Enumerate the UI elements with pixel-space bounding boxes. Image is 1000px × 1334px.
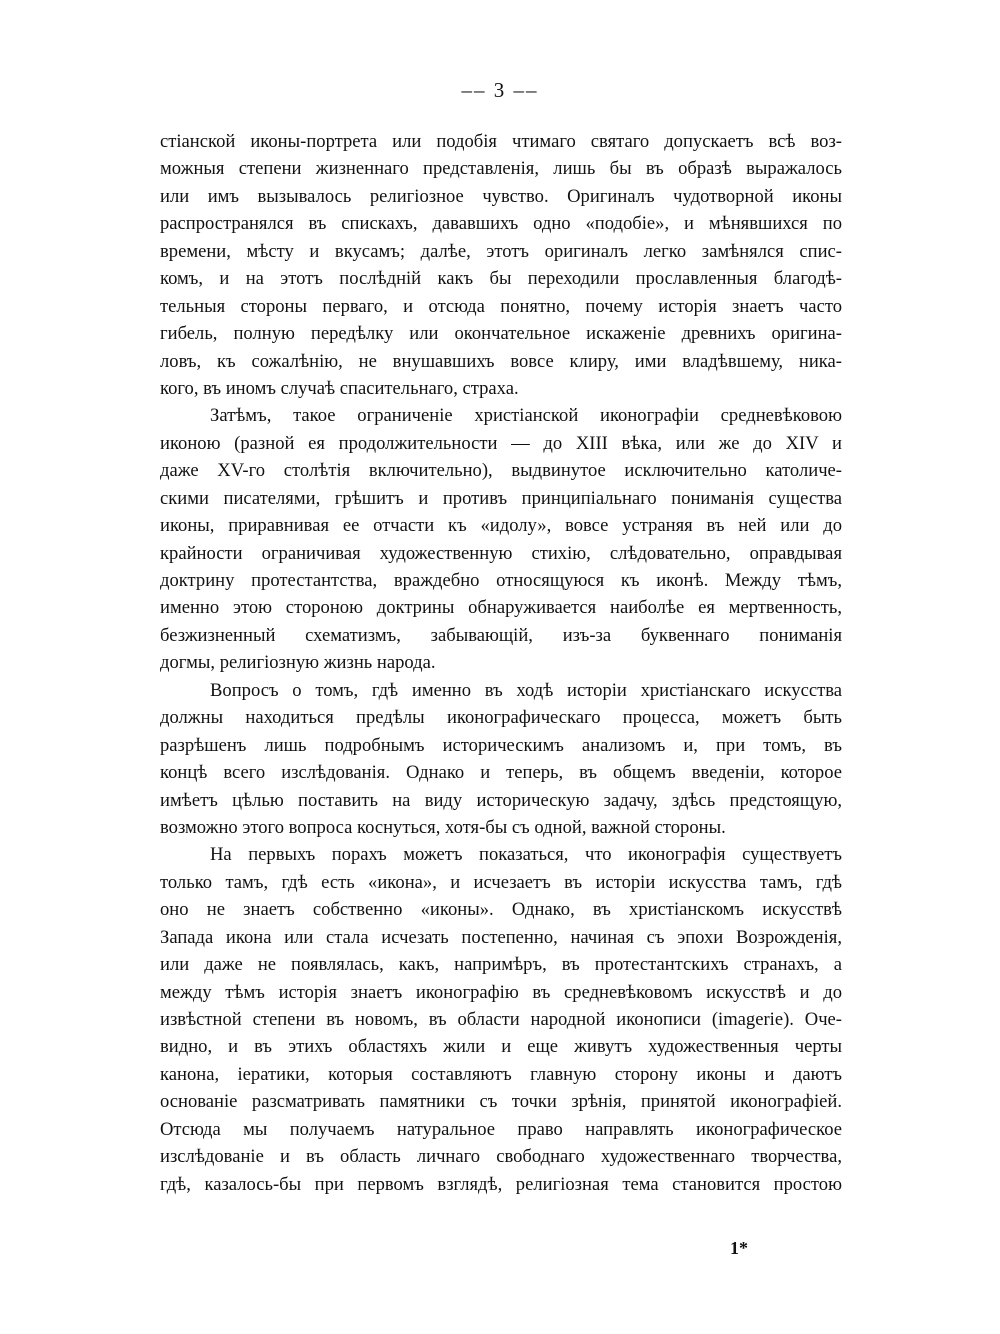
text-line: извѣстной степени въ новомъ, въ области народной иконописи (imagerie). Оче- xyxy=(160,1009,842,1030)
signature-mark: 1* xyxy=(730,1238,748,1258)
text-line: должны находиться предѣлы иконографическаго процесса, можетъ быть xyxy=(160,707,842,729)
text-line: догмы, религіозную жизнь народа. xyxy=(160,652,436,674)
text-line: возможно этого вопроса коснуться, хотя-бы съ одной, важной стороны. xyxy=(160,816,726,838)
text-line: иконою (разной ея продолжительности — до XIII вѣка, или же до XIV и xyxy=(160,432,842,454)
paragraph-start-line: Затѣмъ, такое ограниченіе христіанской иконографіи средневѣковою xyxy=(210,405,842,427)
text-line: концѣ всего изслѣдованія. Однако и теперь, въ общемъ введеніи, которое xyxy=(160,762,842,784)
text-line: гдѣ, казалось-бы при первомъ взглядѣ, религіозная тема становится простою xyxy=(160,1173,842,1195)
text-line: между тѣмъ исторія знаетъ иконографію въ средневѣковомъ искусствѣ и до xyxy=(160,981,842,1003)
text-line: комъ, и на этотъ послѣдній какъ бы переходили прославленныя благодѣ- xyxy=(160,268,842,290)
text-line: канона, іератики, которыя составляютъ главную сторону иконы и даютъ xyxy=(160,1063,842,1085)
text-line: именно этою стороною доктрины обнаруживается наиболѣе ея мертвенность, xyxy=(160,597,842,619)
text-line: даже XV-го столѣтія включительно), выдвинутое исключительно католиче- xyxy=(160,460,842,482)
text-line: распространялся въ спискахъ, дававшихъ одно «подобіе», и мѣнявшихся по xyxy=(160,213,842,235)
text-line: разрѣшенъ лишь подробнымъ историческимъ анализомъ и, при томъ, въ xyxy=(160,734,842,756)
text-line: стіанской иконы-портрета или подобія чтимаго святаго допускаетъ всѣ воз- xyxy=(160,131,842,152)
text-line: только тамъ, гдѣ есть «икона», и исчезаетъ въ исторіи искусства тамъ, гдѣ xyxy=(160,871,842,893)
text-line: скими писателями, грѣшитъ и противъ принципіальнаго пониманія существа xyxy=(160,487,842,509)
text-line: оно не знаетъ собственно «иконы». Однако, въ христіанскомъ искусствѣ xyxy=(160,899,842,921)
text-line: можныя степени жизненнаго представленія, лишь бы въ образѣ выражалось xyxy=(160,158,842,180)
paragraph-start-line: Вопросъ о томъ, гдѣ именно въ ходѣ исторіи христіанскаго искусства xyxy=(210,679,842,701)
text-line: кого, въ иномъ случаѣ спасительнаго, страха. xyxy=(160,377,519,399)
text-line: видно, и въ этихъ областяхъ жили и еще живутъ художественныя черты xyxy=(160,1036,842,1058)
text-line: изслѣдованіе и въ область личнаго свободнаго художественнаго творчества, xyxy=(160,1146,842,1168)
page-number-header: –– 3 –– xyxy=(461,78,539,102)
text-line: крайности ограничивая художественную стихію, слѣдовательно, оправдывая xyxy=(160,542,842,564)
text-line: Запада икона или стала исчезать постепенно, начиная съ эпохи Возрожденія, xyxy=(160,926,842,948)
text-line: тельныя стороны перваго, и отсюда понятно, почему исторія знаетъ часто xyxy=(160,295,842,317)
text-line: безжизненный схематизмъ, забывающій, изъ-за буквеннаго пониманія xyxy=(160,624,842,646)
text-line: доктрину протестантства, враждебно относящуюся къ иконѣ. Между тѣмъ, xyxy=(160,570,842,591)
text-line: имѣетъ цѣлью поставить на виду историческую задачу, здѣсь предстоящую, xyxy=(160,789,842,811)
text-line: времени, мѣсту и вкусамъ; далѣе, этотъ оригиналъ легко замѣнялся спис- xyxy=(160,240,842,262)
text-line: или даже не появлялась, какъ, напримѣръ, въ протестантскихъ странахъ, а xyxy=(160,954,842,976)
text-line: основаніе разсматривать памятники съ точки зрѣнія, принятой иконографіей. xyxy=(160,1091,842,1113)
text-line: или имъ вызывалось религіозное чувство. Оригиналъ чудотворной иконы xyxy=(160,185,842,207)
body-text xyxy=(160,128,842,1198)
text-line: Отсюда мы получаемъ натуральное право направлять иконографическое xyxy=(160,1118,842,1140)
text-line: иконы, приравнивая ее отчасти къ «идолу», вовсе устраняя въ ней или до xyxy=(160,515,842,537)
paragraph-start-line: На первыхъ порахъ можетъ показаться, что иконографія существуетъ xyxy=(210,844,842,866)
text-line: ловъ, къ сожалѣнію, не внушавшихъ вовсе клиру, ими владѣвшему, ника- xyxy=(160,350,842,372)
text-line: гибель, полную передѣлку или окончательное искаженіе древнихъ оригина- xyxy=(160,323,842,345)
